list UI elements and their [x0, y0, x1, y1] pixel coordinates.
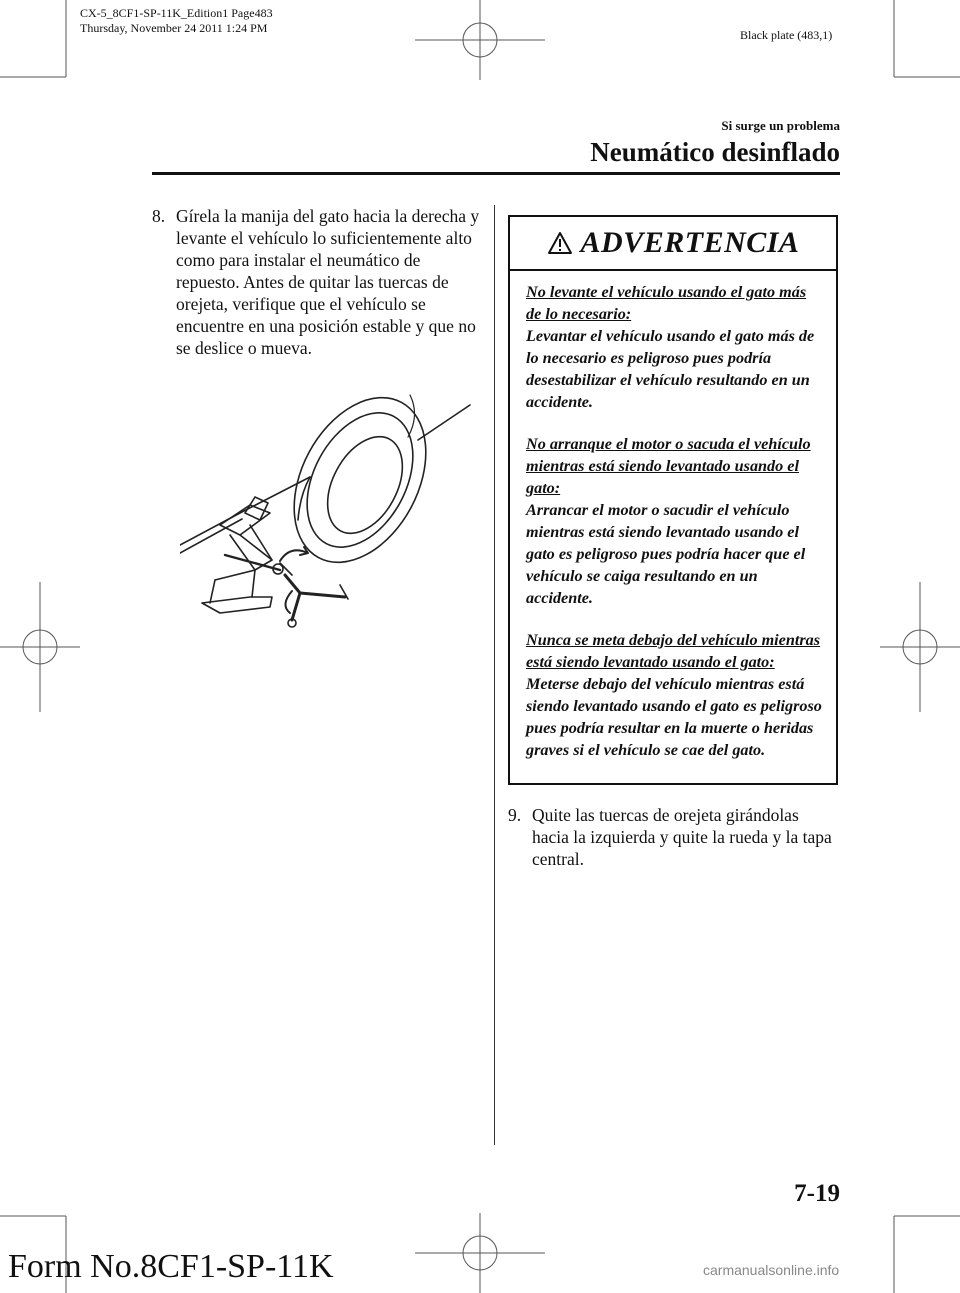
- warning-item-heading: No arranque el motor o sacuda el vehículo mientras está siendo levantado usando el gato:: [526, 435, 811, 497]
- plate-file-info: [80, 6, 273, 36]
- warning-item: [526, 433, 824, 609]
- black-plate-label: Black plate (483,1): [740, 28, 833, 42]
- jack-illustration: [180, 385, 480, 635]
- column-divider: [494, 205, 495, 1145]
- warning-item-body: Arrancar el motor o sacudir el vehículo mientras está siendo levantado usando el gato es peligroso pues podría hacer que el vehículo se caiga resultando en un accidente.: [526, 501, 806, 607]
- warning-box: [508, 215, 838, 785]
- watermark: carmanualsonline.info: [703, 1262, 840, 1278]
- section-name: Si surge un problema: [721, 118, 840, 133]
- warning-title: ADVERTENCIA: [580, 226, 800, 259]
- header-rule: [152, 172, 840, 175]
- warning-body: [510, 271, 836, 761]
- plate-file-line1: CX-5_8CF1-SP-11K_Edition1 Page483: [80, 6, 273, 20]
- step-9: [508, 804, 840, 870]
- warning-item: [526, 281, 824, 413]
- warning-item-heading: No levante el vehículo usando el gato más de lo necesario:: [526, 283, 807, 323]
- step-9-text: Quite las tuercas de orejeta girándolas hacia la izquierda y quite la rueda y la tapa central.: [532, 805, 832, 869]
- warning-item: [526, 629, 824, 761]
- warning-item-heading: Nunca se meta debajo del vehículo mientras está siendo levantado usando el gato:: [526, 631, 821, 671]
- step-8-number: 8.: [152, 206, 166, 226]
- warning-item-body: Levantar el vehículo usando el gato más de lo necesario es peligroso pues podría desestabilizar el vehículo resultando en un accidente.: [526, 327, 815, 411]
- page-number: 7-19: [794, 1180, 840, 1207]
- form-number: Form No.8CF1-SP-11K: [8, 1248, 334, 1285]
- step-8-text: Gírela la manija del gato hacia la derecha y levante el vehículo lo suficientemente alto como para instalar el neumático de repuesto. Antes de quitar las tuercas de orejeta, verifique que el vehículo se encuentre en una posición estable y que no se deslice o mueva.: [176, 206, 480, 358]
- step-8: [152, 205, 484, 359]
- warning-header: [510, 217, 836, 271]
- warning-item-body: Meterse debajo del vehículo mientras está siendo levantado usando el gato es peligroso pues podría resultar en la muerte o heridas graves si el vehículo se cae del gato.: [526, 675, 822, 759]
- page-title: Neumático desinflado: [590, 137, 840, 167]
- step-9-number: 9.: [508, 805, 522, 825]
- warning-triangle-icon: [547, 231, 573, 255]
- plate-file-line2: Thursday, November 24 2011 1:24 PM: [80, 21, 268, 35]
